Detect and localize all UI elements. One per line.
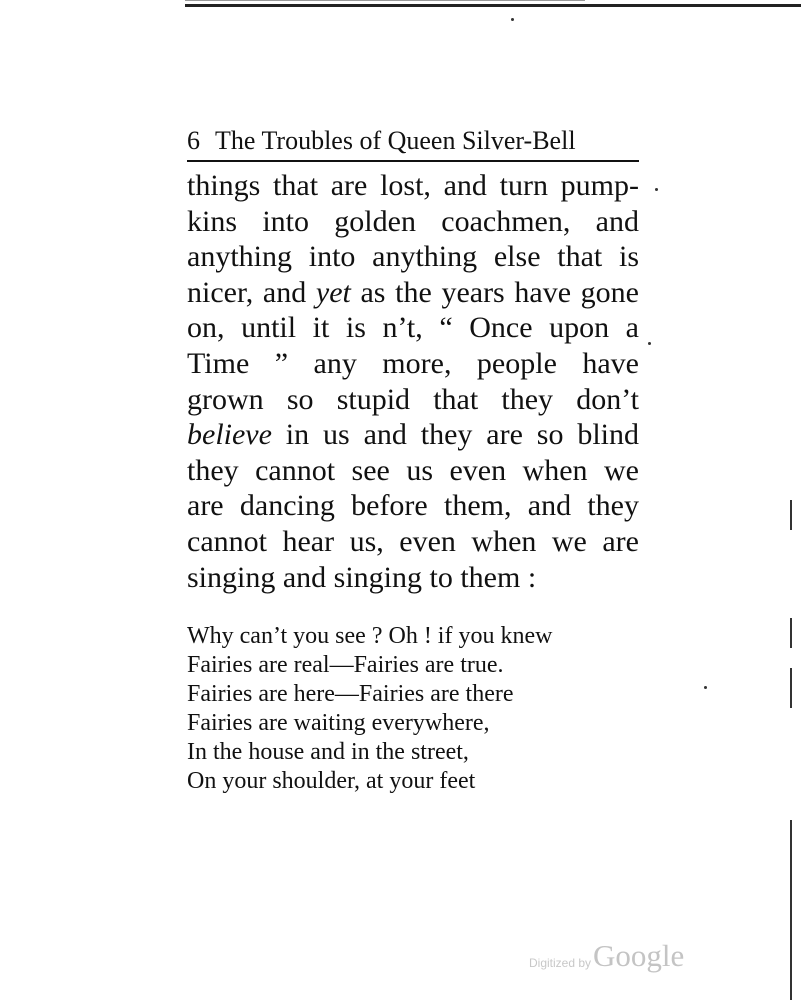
- prose-line: on, until it is n’t, “ Once upon a: [187, 311, 639, 345]
- prose-paragraph: [187, 168, 639, 595]
- running-title: The Troubles of Queen Silver-Bell: [215, 126, 576, 155]
- scan-speck: [648, 342, 651, 345]
- prose-line: singing and singing to them :: [187, 560, 537, 594]
- prose-segment: as the years have gone: [350, 275, 639, 309]
- scan-speck: [655, 188, 658, 191]
- verse-line: Why can’t you see ? Oh ! if you knew: [187, 623, 553, 649]
- top-edge-line-faint: [185, 0, 585, 1]
- prose-segment: nicer, and: [187, 275, 316, 309]
- prose-line: anything into anything else that is: [187, 240, 639, 274]
- scan-edge-mark: [790, 668, 792, 708]
- digitized-by-text: Digitized by: [529, 956, 592, 970]
- page-header: [187, 126, 637, 162]
- prose-line: kins into golden coachmen, and: [187, 204, 639, 238]
- scan-edge-mark: [790, 820, 792, 1000]
- prose-line: [187, 417, 639, 453]
- verse-line: In the house and in the street,: [187, 739, 469, 765]
- prose-line: things that are lost, and turn pump-: [187, 169, 639, 202]
- scan-edge-mark: [790, 500, 792, 530]
- prose-line: [187, 275, 639, 311]
- prose-line: Time ” any more, people have: [187, 346, 639, 380]
- prose-line: are dancing before them, and they: [187, 489, 639, 523]
- page-number: 6: [187, 126, 200, 155]
- scan-speck: [511, 18, 514, 21]
- scan-speck: [704, 686, 707, 689]
- italic-word: yet: [315, 275, 351, 309]
- prose-line: they cannot see us even when we: [187, 453, 639, 487]
- italic-word: believe: [187, 418, 272, 452]
- verse-line: Fairies are waiting everywhere,: [187, 710, 490, 736]
- verse-stanza: [187, 622, 552, 796]
- header-rule: [187, 160, 639, 162]
- top-edge-line: [185, 4, 801, 7]
- scan-edge-mark: [790, 618, 792, 648]
- verse-line: Fairies are here—Fairies are there: [187, 681, 514, 707]
- prose-segment: in us and they are so blind: [271, 418, 639, 452]
- verse-line: On your shoulder, at your feet: [187, 768, 476, 794]
- verse-line: Fairies are real—Fairies are true.: [187, 652, 504, 678]
- prose-line: grown so stupid that they don’t: [187, 382, 639, 416]
- google-logo-text: Google: [593, 938, 685, 973]
- prose-line: cannot hear us, even when we are: [187, 524, 639, 558]
